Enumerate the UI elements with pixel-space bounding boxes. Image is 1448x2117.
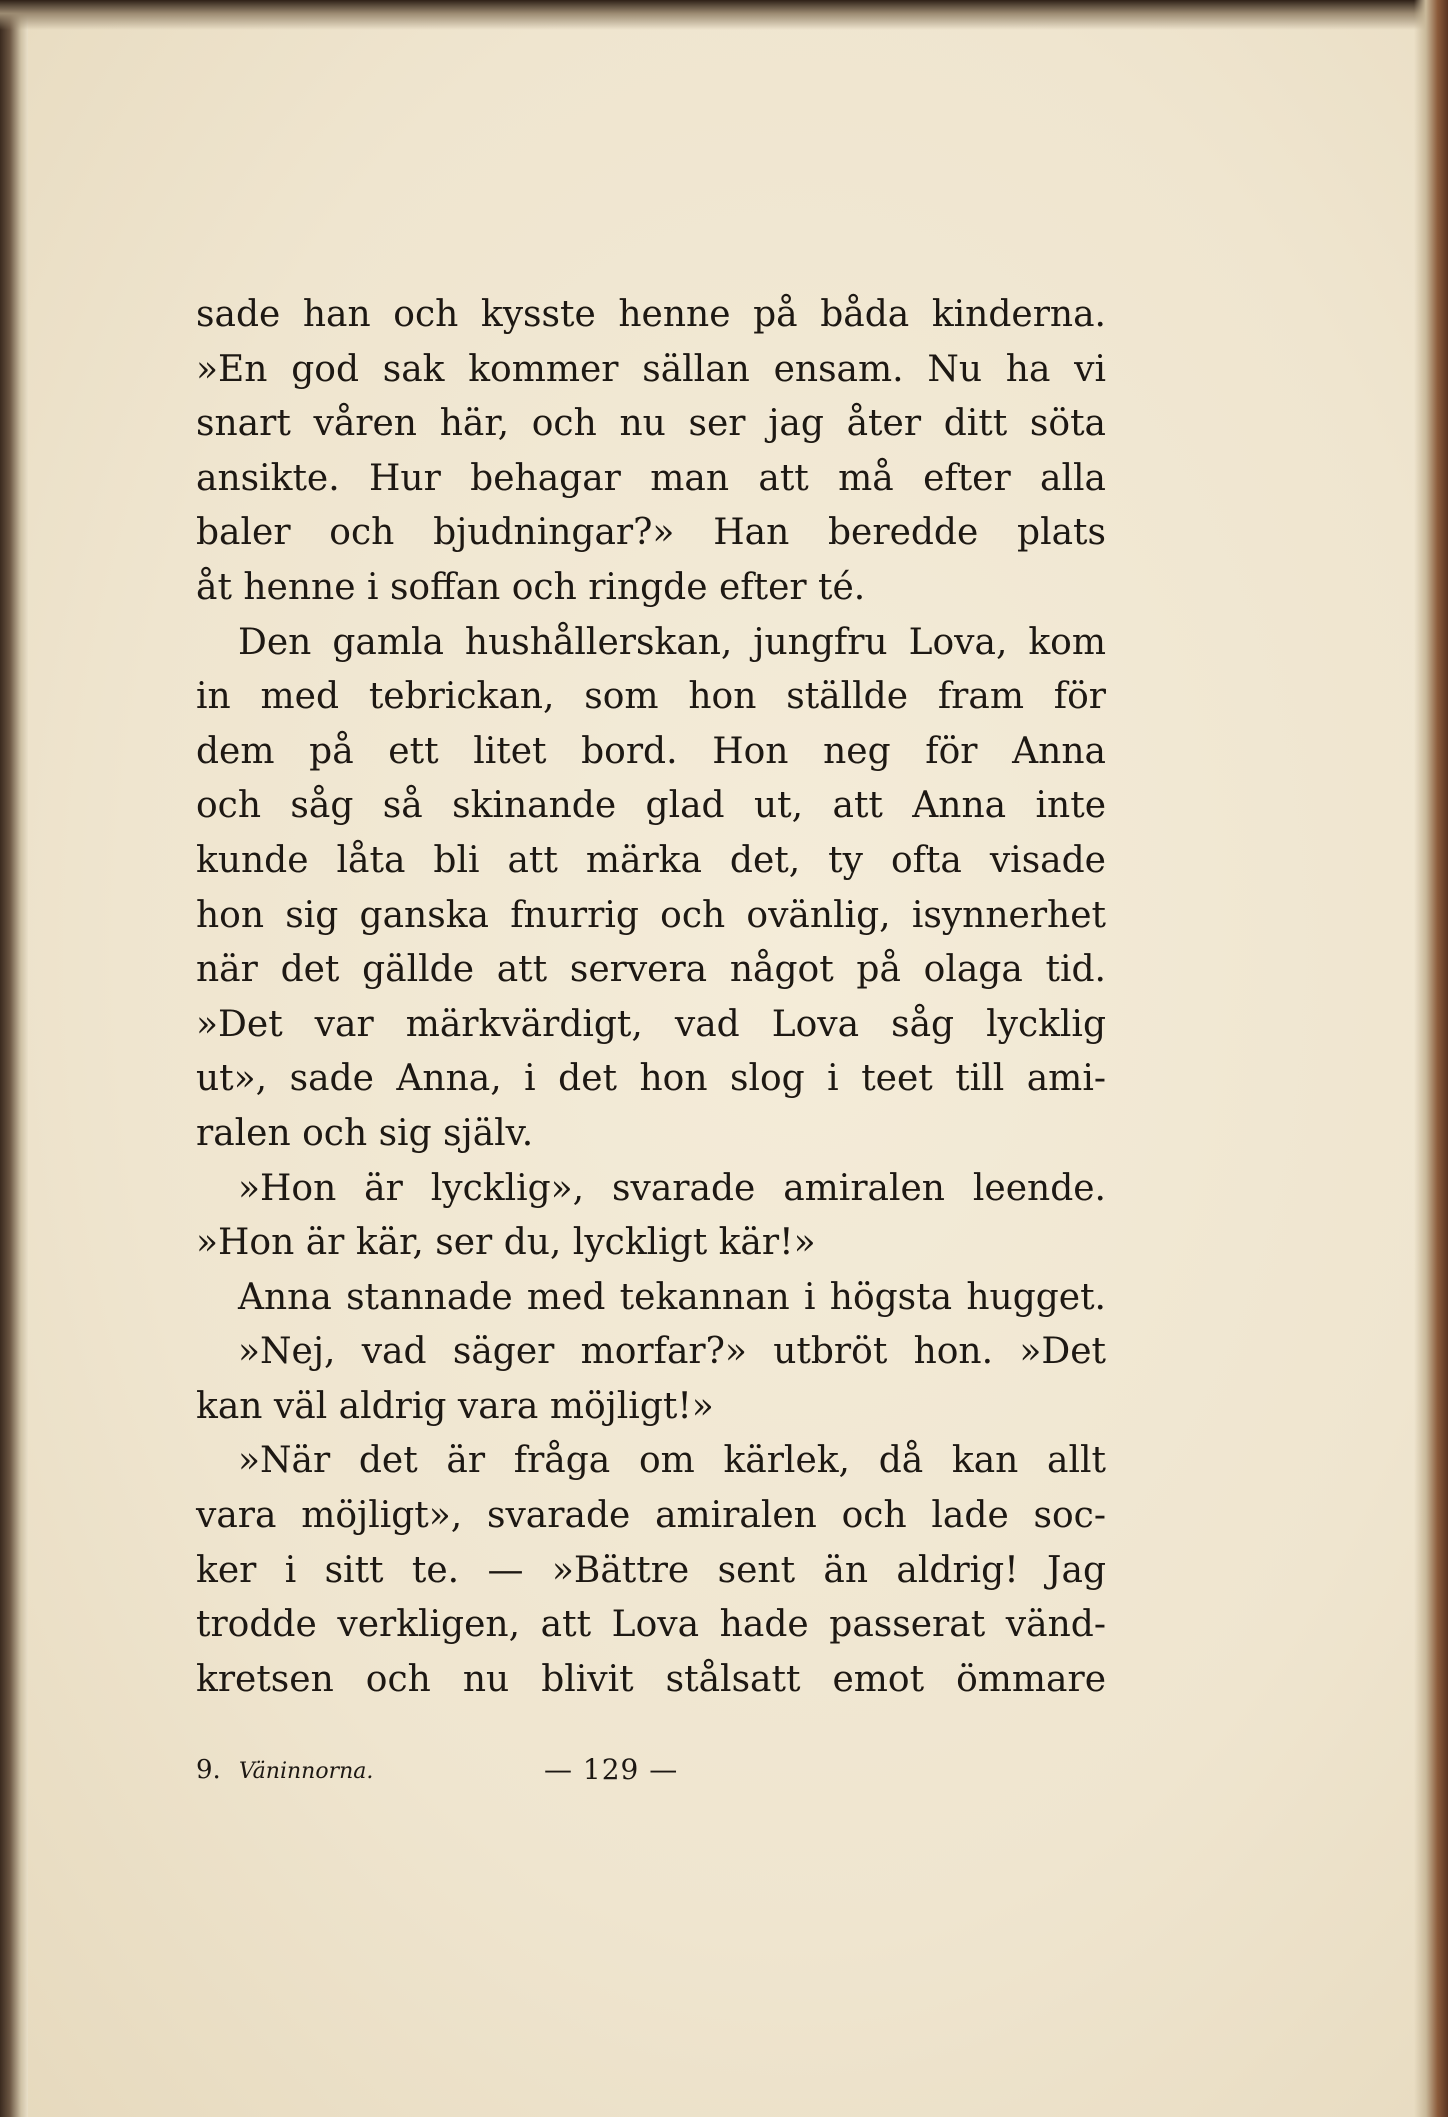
text-line: och såg så skinande glad ut, att Anna inte [196, 785, 1106, 827]
signature-mark [196, 1747, 373, 1795]
page-footer [196, 1747, 1106, 1793]
text-line: åt henne i soffan och ringde efter té. [196, 566, 866, 608]
binding-edge [0, 0, 28, 2117]
text-line: ker i sitt te. — »Bättre sent än aldrig! Jag [196, 1549, 1106, 1591]
text-line: »Hon är kär, ser du, lyckligt kär!» [196, 1222, 816, 1264]
text-line: kan väl aldrig vara möjligt!» [196, 1385, 714, 1427]
text-line: dem på ett litet bord. Hon neg för Anna [196, 730, 1106, 772]
text-line: »När det är fråga om kärlek, då kan allt [238, 1440, 1106, 1482]
text-line: Den gamla hushållerskan, jungfru Lova, kom [238, 621, 1106, 663]
text-line: snart våren här, och nu ser jag åter ditt söta [196, 403, 1106, 445]
text-line: kunde låta bli att märka det, ty ofta visade [196, 839, 1106, 881]
text-line: »Nej, vad säger morfar?» utbröt hon. »Det [238, 1331, 1106, 1373]
text-line: »En god sak kommer sällan ensam. Nu ha vi [196, 348, 1106, 390]
text-line: »Hon är lycklig», svarade amiralen leende. [238, 1167, 1106, 1209]
text-line: sade han och kysste henne på båda kinderna. [196, 294, 1106, 335]
text-line: baler och bjudningar?» Han beredde plats [196, 512, 1106, 554]
text-line: ut», sade Anna, i det hon slog i teet till ami- [196, 1058, 1106, 1100]
text-line: ralen och sig själv. [196, 1112, 534, 1154]
text-line: kretsen och nu blivit stålsatt emot ömmare [196, 1658, 1106, 1700]
text-line: vara möjligt», svarade amiralen och lade soc- [196, 1495, 1106, 1537]
page-edge [1414, 0, 1448, 2117]
signature-title: Väninnorna. [238, 1759, 374, 1784]
text-line: Anna stannade med tekannan i högsta hugget. [238, 1276, 1106, 1318]
text-line: »Det var märkvärdigt, vad Lova såg lycklig [196, 1003, 1106, 1045]
signature-number: 9. [196, 1755, 221, 1785]
text-line: när det gällde att servera något på olaga tid. [196, 949, 1106, 991]
body-text [196, 288, 1106, 1707]
top-shadow [0, 0, 1448, 30]
text-line: hon sig ganska fnurrig och ovänlig, isynnerhet [196, 894, 1106, 936]
text-line: ansikte. Hur behagar man att må efter alla [196, 457, 1106, 499]
text-line: trodde verkligen, att Lova hade passerat vänd- [196, 1604, 1106, 1646]
text-line: in med tebrickan, som hon ställde fram för [196, 676, 1106, 718]
page-number: — 129 — [544, 1753, 679, 1786]
